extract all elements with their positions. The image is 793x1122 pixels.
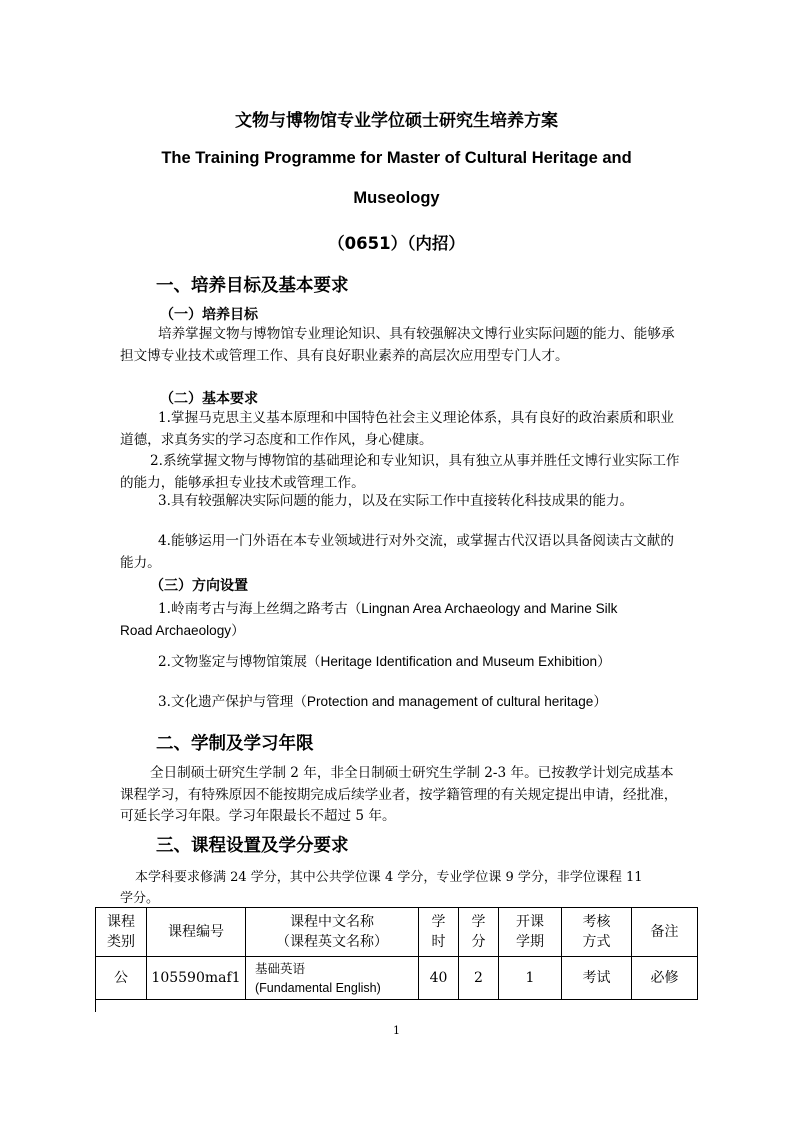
requirement-item-1: 1.掌握马克思主义基本原理和中国特色社会主义理论体系，具有良好的政治素质和职业道德，求真务实的学习态度和工作作风，身心健康。 <box>120 410 674 448</box>
header-name: 课程中文名称 （课程英文名称） <box>246 908 419 957</box>
direction-item-3 <box>158 690 607 710</box>
cell-note: 必修 <box>632 957 698 1000</box>
header-note: 备注 <box>632 908 698 957</box>
direction-3-en: （Protection and management of cultural heritage） <box>293 694 607 709</box>
cell-semester: 1 <box>499 957 562 1000</box>
header-semester: 开课 学期 <box>499 908 562 957</box>
document-title-en-line2: Museology <box>353 189 440 207</box>
section1-sub3-heading: （三）方向设置 <box>150 578 248 594</box>
header-category: 课程 类别 <box>96 908 147 957</box>
cell-name: 基础英语 (Fundamental English) <box>246 957 419 1000</box>
program-code: （0651）（内招） <box>328 234 465 253</box>
table-header-row <box>96 908 698 957</box>
section1-heading: 一、培养目标及基本要求 <box>156 276 349 296</box>
direction-item-2 <box>158 650 611 670</box>
duration-text: 全日制硕士研究生学制 2 年，非全日制硕士研究生学制 2-3 年。已按教学计划完成基本课程学习，有特殊原因不能按期完成后续学业者，按学籍管理的有关规定提出申请，经批准，可延长学习年限。学习年限最长不超过 5 年。 <box>120 765 678 824</box>
section3-heading: 三、课程设置及学分要求 <box>156 836 349 856</box>
direction-1-cn: 1.岭南考古与海上丝绸之路考古 <box>158 601 348 617</box>
section1-sub2-heading: （二）基本要求 <box>160 391 258 407</box>
page-number: 1 <box>393 1024 400 1037</box>
direction-1-en-cont: Road Archaeology） <box>120 623 245 638</box>
direction-item-1 <box>158 597 617 617</box>
direction-3-cn: 3.文化遗产保护与管理 <box>158 694 294 710</box>
table-continuation-border <box>95 1000 96 1012</box>
requirement-item-2: 2.系统掌握文物与博物馆的基础理论和专业知识，具有独立从事并胜任文博行业实际工作的能力，能够承担专业技术或管理工作。 <box>120 453 680 491</box>
section1-sub1-heading: （一）培养目标 <box>160 307 258 323</box>
cell-category: 公 <box>96 957 147 1000</box>
direction-1-en: （Lingnan Area Archaeology and Marine Silk <box>347 601 618 616</box>
header-code: 课程编号 <box>147 908 246 957</box>
cell-credits: 2 <box>459 957 499 1000</box>
table-row <box>96 957 698 1000</box>
cell-assessment: 考试 <box>562 957 632 1000</box>
header-hours: 学 时 <box>419 908 459 957</box>
requirement-item-4: 4.能够运用一门外语在本专业领域进行对外交流，或掌握古代汉语以具备阅读古文献的能力。 <box>120 533 674 571</box>
direction-2-cn: 2.文物鉴定与博物馆策展 <box>158 654 307 670</box>
document-title-cn: 文物与博物馆专业学位硕士研究生培养方案 <box>235 111 558 131</box>
document-title-en-line1: The Training Programme for Master of Cultural Heritage and <box>161 149 632 167</box>
requirement-item-3: 3.具有较强解决实际问题的能力，以及在实际工作中直接转化科技成果的能力。 <box>158 493 634 509</box>
header-credits: 学 分 <box>459 908 499 957</box>
cell-hours: 40 <box>419 957 459 1000</box>
header-assessment: 考核 方式 <box>562 908 632 957</box>
direction-2-en: （Heritage Identification and Museum Exhibition） <box>306 654 611 669</box>
credit-requirement-line1: 本学科要求修满 24 学分，其中公共学位课 4 学分，专业学位课 9 学分，非学位课程 11 <box>135 870 643 885</box>
section2-heading: 二、学制及学习年限 <box>156 734 314 754</box>
training-objective-text: 培养掌握文物与博物馆专业理论知识、具有较强解决文博行业实际问题的能力、能够承担文博专业技术或管理工作、具有良好职业素养的高层次应用型专门人才。 <box>120 326 675 364</box>
course-table <box>95 907 698 1000</box>
credit-requirement-line2: 学分。 <box>120 891 160 906</box>
cell-code: 105590maf1 <box>147 957 246 1000</box>
